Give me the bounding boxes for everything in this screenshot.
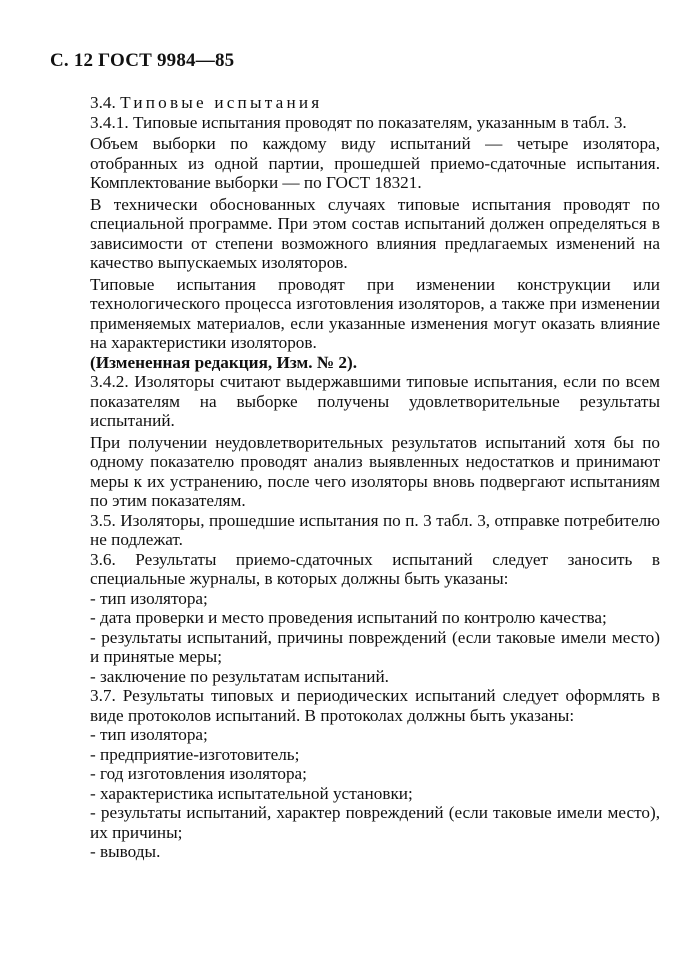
list-item: - тип изолятора; <box>90 588 208 608</box>
clause-3-5: 3.5. Изоляторы, прошедшие испытания по п. 3 табл. 3, отправке потребителю не подлежат. <box>90 510 660 549</box>
list-item: - выводы. <box>90 842 161 861</box>
clause-3-4-2: 3.4.2. Изоляторы считают выдержавшими типовые испытания, если по всем показателям на выборке получены удовлетворительные результаты испытаний. <box>90 372 660 430</box>
amendment-note: (Измененная редакция, Изм. № 2). <box>90 352 357 372</box>
protocol-fields-list <box>90 725 660 862</box>
list-item: - тип изолятора; <box>90 725 208 744</box>
list-item: - дата проверки и место проведения испытаний по контролю качества; <box>90 608 607 627</box>
clause-3-4-1: 3.4.1. Типовые испытания проводят по показателям, указанным в табл. 3. <box>90 112 627 132</box>
list-item: - результаты испытаний, характер повреждений (если таковые имели место), их причины; <box>90 803 660 842</box>
sample-size-paragraph: Объем выборки по каждому виду испытаний — четыре изолятора, отобранных из одной партии, прошедшей приемо-сдаточные испытания. Комплектование выборки — по ГОСТ 18321. <box>90 134 660 192</box>
list-item: - характеристика испытательной установки; <box>90 783 413 803</box>
running-header: С. 12 ГОСТ 9984—85 <box>50 50 235 71</box>
section-title: Типовые испытания <box>120 93 323 112</box>
section-3-4-heading <box>90 93 660 113</box>
list-item: - год изготовления изолятора; <box>90 764 307 783</box>
unsatisfactory-results-paragraph: При получении неудовлетворительных результатов испытаний хотя бы по одному показателю проводят анализ выявленных недостатков и принимают меры к их устранению, после чего изоляторы вновь подвергают испытаниям по этим показателям. <box>90 432 660 510</box>
list-item: - заключение по результатам испытаний. <box>90 666 389 686</box>
journal-fields-list <box>90 589 660 687</box>
clause-3-6: 3.6. Результаты приемо-сдаточных испытаний следует заносить в специальные журналы, в которых должны быть указаны: <box>90 549 660 588</box>
clause-3-7: 3.7. Результаты типовых и периодических испытаний следует оформлять в виде протоколов испытаний. В протоколах должны быть указаны: <box>90 686 660 725</box>
list-item: - предприятие-изготовитель; <box>90 744 300 764</box>
design-change-paragraph: Типовые испытания проводят при изменении конструкции или технологического процесса изготовления изоляторов, а также при изменении применяемых материалов, если указанные изменения могут оказать влияние на характеристики изоляторов. <box>90 274 660 352</box>
document-body <box>90 93 660 862</box>
special-program-paragraph: В технически обоснованных случаях типовые испытания проводят по специальной программе. При этом состав испытаний должен определяться в зависимости от степени возможного влияния предлагаемых изменений на качество выпускаемых изоляторов. <box>90 194 660 272</box>
list-item: - результаты испытаний, причины повреждений (если таковые имели место) и принятые меры; <box>90 627 660 666</box>
section-number: 3.4. <box>90 93 116 112</box>
